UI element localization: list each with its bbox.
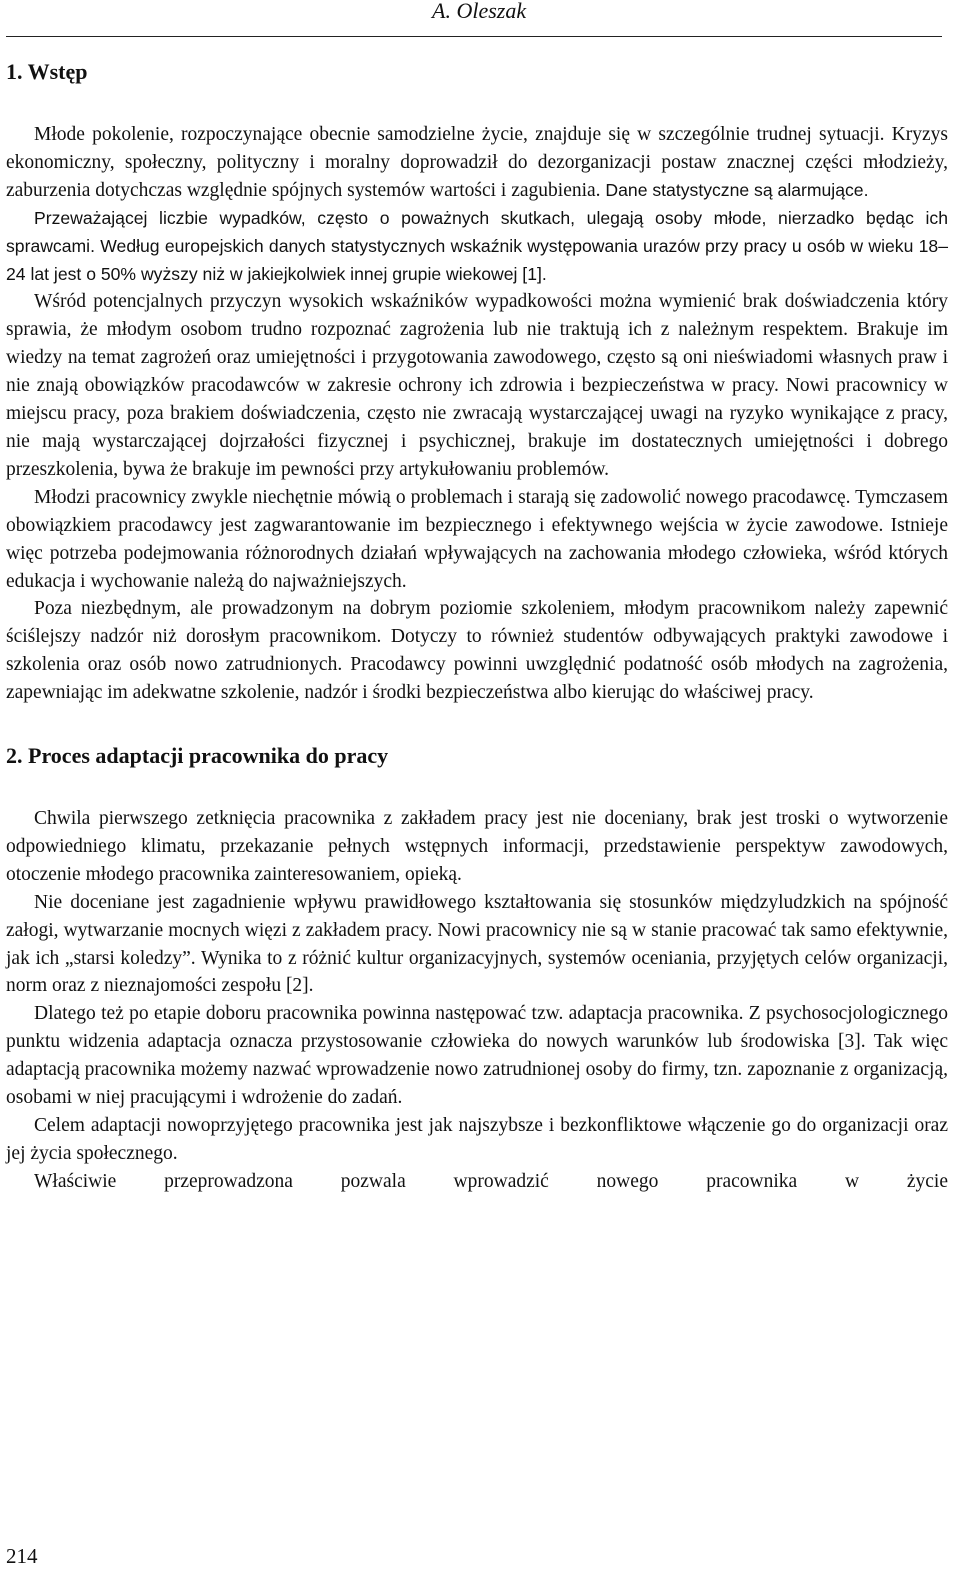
section-2-paragraph-4: Celem adaptacji nowoprzyjętego pracownika jest jak najszybsze i bezkonfliktowe włączenie go do organizacji oraz jej życia społecznego. bbox=[6, 1115, 948, 1164]
section-1-paragraph-2: Przeważającej liczbie wypadków, często o poważnych skutkach, ulegają osoby młode, nierzadko będąc ich sprawcami. Według europejskich danych statystycznych wskaźnik występowania urazów przy pracy u osób w wieku 18–24 lat jest o 50% wyższy niż w jakiejkolwiek innej grupie wiekowej [1]. bbox=[6, 207, 948, 284]
section-1-heading: 1. Wstęp bbox=[6, 59, 88, 84]
section-1-paragraph-3: Wśród potencjalnych przyczyn wysokich wskaźników wypadkowości można wymienić brak doświadczenia który sprawia, że młodym osobom trudno rozpoznać zagrożenia lub nie traktują ich z należnym respektem. Brakuje im wiedzy na temat zagrożeń oraz umiejętności i przygotowania zawodowego, często są oni nieświadomi własnych praw i nie znają obowiązków pracodawców w zakresie ochrony ich zdrowia i bezpieczeństwa w pracy. Nowi pracownicy w miejscu pracy, poza brakiem doświadczenia, często nie zwracają wystarczającej uwagi na ryzyko wynikające z pracy, nie mają wystarczającej dojrzałości fizycznej i psychicznej, brakuje im dostatecznych umiejętności i dobrego przeszkolenia, bywa że brakuje im pewności przy artykułowaniu problemów. bbox=[6, 291, 948, 480]
section-2-paragraph-1: Chwila pierwszego zetknięcia pracownika z zakładem pracy jest nie doceniany, brak jest troski o wytworzenie odpowiedniego klimatu, przekazanie pełnych wstępnych informacji, przedstawienie perspektyw zawodowych, otoczenie młodego pracownika zainteresowaniem, opieką. bbox=[6, 808, 948, 885]
running-header-author: A. Oleszak bbox=[432, 0, 527, 23]
section-2-paragraph-5: Właściwie przeprowadzona pozwala wprowadzić nowego pracownika w życie bbox=[34, 1170, 948, 1192]
section-2-heading: 2. Proces adaptacji pracownika do pracy bbox=[6, 743, 389, 769]
section-1-paragraph-5: Poza niezbędnym, ale prowadzonym na dobrym poziomie szkoleniem, młodym pracownikom należy zapewnić ściślejszy nadzór niż dorosłym pracownikom. Dotyczy to również studentów odbywających praktyki zawodowe i szkolenia oraz osób nowo zatrudnionych. Pracodawcy powinni uwzględnić podatność osób młodych na zagrożenia, zapewniając im adekwatne szkolenie, nadzór i środki bezpieczeństwa albo kierując do właściwej pracy. bbox=[6, 598, 948, 704]
paragraph-text: Młode pokolenie, rozpoczynające obecnie samodzielne życie, znajduje się w szczególnie trudnej sytuacji. Kryzys ekonomiczny, społeczny, polityczny i moralny doprowadził do dezorganizacji postaw znacznej części młodzieży, zaburzenia dotychczas względnie spójnych systemów wartości i zagubienia. bbox=[6, 124, 948, 201]
running-header bbox=[6, 0, 942, 37]
section-2-paragraph-2: Nie doceniane jest zagadnienie wpływu prawidłowego kształtowania się stosunków międzyludzkich na spójność załogi, wytwarzanie mocnych więzi z zakładem pracy. Nowi pracownicy nie są w stanie pracować tak samo efektywnie, jak ich „starsi koledzy”. Wynika to z różnić kultur organizacyjnych, systemów oceniania, przyjętych celów organizacji, norm oraz z nieznajomości zespołu [2]. bbox=[6, 891, 948, 997]
section-1-paragraph-1 bbox=[6, 121, 948, 205]
page-body bbox=[6, 53, 948, 1196]
section-1-paragraph-4: Młodzi pracownicy zwykle niechętnie mówią o problemach i starają się zadowolić nowego pracodawcę. Tymczasem obowiązkiem pracodawcy jest zagwarantowanie im bezpiecznego i efektywnego wejścia w życie zawodowe. Istnieje więc potrzeba podejmowania różnorodnych działań wpływających na zachowania młodego człowieka, wśród których edukacja i wychowanie należą do najważniejszych. bbox=[6, 486, 948, 592]
paragraph-text-sans: Dane statystyczne są alarmujące. bbox=[605, 179, 869, 200]
page-number: 214 bbox=[6, 1544, 38, 1568]
section-2-paragraph-3: Dlatego też po etapie doboru pracownika powinna następować tzw. adaptacja pracownika. Z psychosocjologicznego punktu widzenia adaptacja oznacza przystosowanie człowieka do nowych warunków lub środowiska [3]. Tak więc adaptacją pracownika możemy nazwać wprowadzenie nowo zatrudnionej osoby do firmy, tzn. zapoznanie z organizacją, osobami w niej pracującymi i wdrożenie do zadań. bbox=[6, 1003, 948, 1109]
